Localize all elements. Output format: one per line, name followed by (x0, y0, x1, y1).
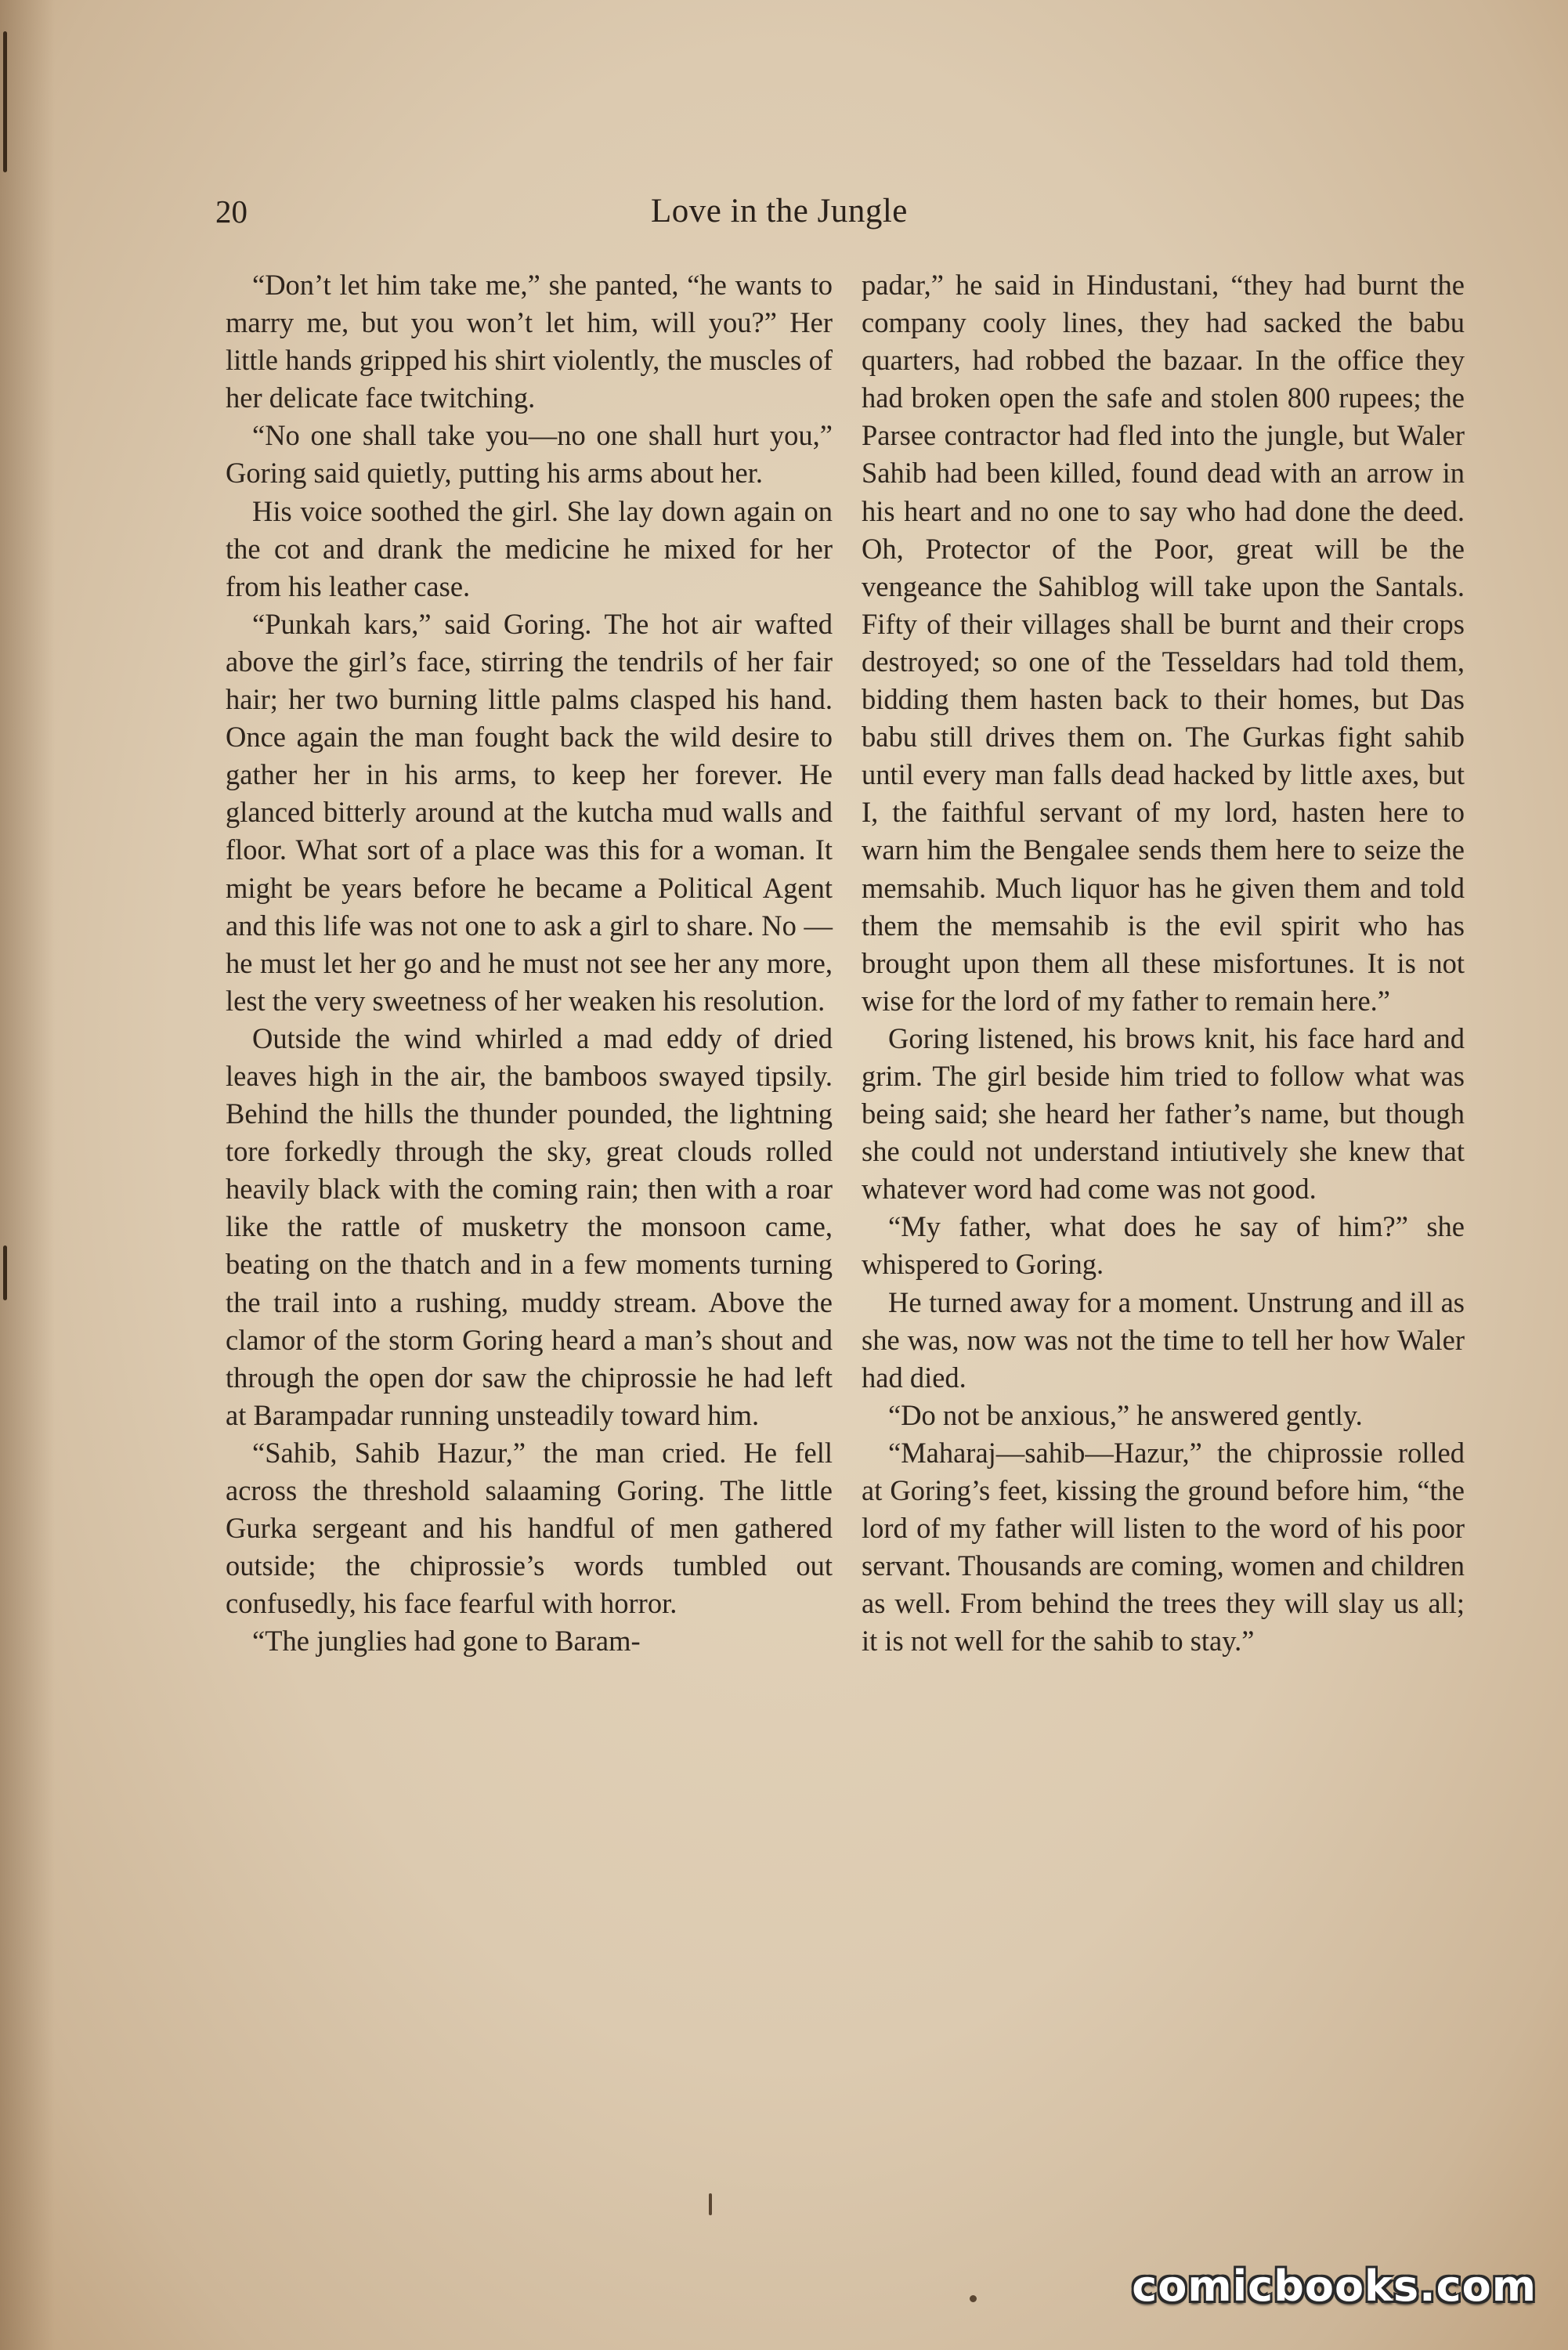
ink-speck (709, 2193, 712, 2215)
right-text-column (862, 266, 1465, 1660)
paragraph: Goring listened, his brows knit, his face hard and grim. The girl beside him tried to follow what was being said; she heard her father’s name, but though she could not understand intiutively she knew that whatever word had come was not good. (862, 1021, 1465, 1206)
paragraph: “Punkah kars,” said Goring. The hot air wafted above the girl’s face, stirring the tendrils of her fair hair; her two burning little palms clasped his hand. Once again the man fought back the wild desire to gather her in his arms, to keep her forever. He glanced bitterly around at the kutcha mud walls and floor. What sort of a place was this for a woman. It might be years before he became a Political Agent and this life was not one to ask a girl to share. No —he must let her go and he must not see her any more, lest the very sweetness of her weaken his resolution. (226, 607, 833, 1017)
page-header (215, 186, 1451, 241)
paragraph: “The junglies had gone to Baram- (252, 1625, 641, 1658)
paragraph: “Do not be anxious,” he answered gently. (888, 1398, 1363, 1431)
paragraph: “Don’t let him take me,” she panted, “he wants to marry me, but you won’t let him, will you?” Her little hands gripped his shirt violently, the muscles of her delicate face twitching. (226, 269, 833, 414)
left-text-column (226, 266, 833, 1660)
paragraph: Outside the wind whirled a mad eddy of dried leaves high in the air, the bamboos swayed tipsily. Behind the hills the thunder pounded, the lightning tore forkedly through the sky, great clouds rolled heavily black with the coming rain; then with a roar like the rattle of musketry the monsoon came, beating on the thatch and in a few moments turning the trail into a rushing, muddy stream. Above the clamor of the storm Goring heard a man’s shout and through the open dor saw the chiprossie he had left at Barampadar running unsteadily toward him. (226, 1021, 833, 1431)
paragraph: His voice soothed the girl. She lay down again on the cot and drank the medicine he mixed for her from his leather case. (226, 494, 833, 602)
page-edge-shadow (0, 0, 55, 2350)
paragraph-continued: padar,” he said in Hindustani, “they had burnt the company cooly lines, they had sacked the babu quarters, had robbed the bazaar. In the office they had broken open the safe and stolen 800 rupees; the Parsee contractor had fled into the jungle, but Waler Sahib had been killed, found dead with an arrow in his heart and no one to say who had done the deed. Oh, Protector of the Poor, great will be the vengeance the Sahiblog will take upon the Santals. Fifty of their villages shall be burnt and their crops destroyed; so one of the Tesseldars had told them, bidding them hasten back to their homes, but Das babu still drives them on. The Gurkas fight sahib until every man falls dead hacked by little axes, but I, the faithful servant of my lord, hasten here to warn him the Bengalee sends them here to seize the memsahib. Much liquor has he given them and told them the memsahib is the evil spirit who has brought upon them all these misfortunes. It is not wise for the lord of my father to remain here.” (862, 269, 1465, 1017)
running-title: Love in the Jungle (651, 193, 908, 230)
watermark: comicbooks.com (1132, 2261, 1537, 2311)
paragraph: “Sahib, Sahib Hazur,” the man cried. He fell across the threshold salaaming Goring. The little Gurka sergeant and his handful of men gathered outside; the chiprossie’s words tumbled out confusedly, his face fearful with horror. (226, 1436, 833, 1620)
paragraph: He turned away for a moment. Unstrung and ill as she was, now was not the time to tell her how Waler had died. (862, 1285, 1465, 1394)
paragraph: “Maharaj—sahib—Hazur,” the chiprossie rolled at Goring’s feet, kissing the ground before him, “the lord of my father will listen to the word of his poor servant. Thousands are coming, women and children as well. From behind the trees they will slay us all; it is not well for the sahib to stay.” (862, 1436, 1465, 1658)
page-number: 20 (215, 193, 247, 230)
paragraph: “My father, what does he say of him?” she whispered to Goring. (862, 1210, 1465, 1281)
binding-mark (3, 1246, 7, 1300)
ink-speck (970, 2295, 977, 2302)
paragraph: “No one shall take you—no one shall hurt you,” Goring said quietly, putting his arms about her. (226, 419, 833, 490)
binding-mark (3, 31, 7, 172)
